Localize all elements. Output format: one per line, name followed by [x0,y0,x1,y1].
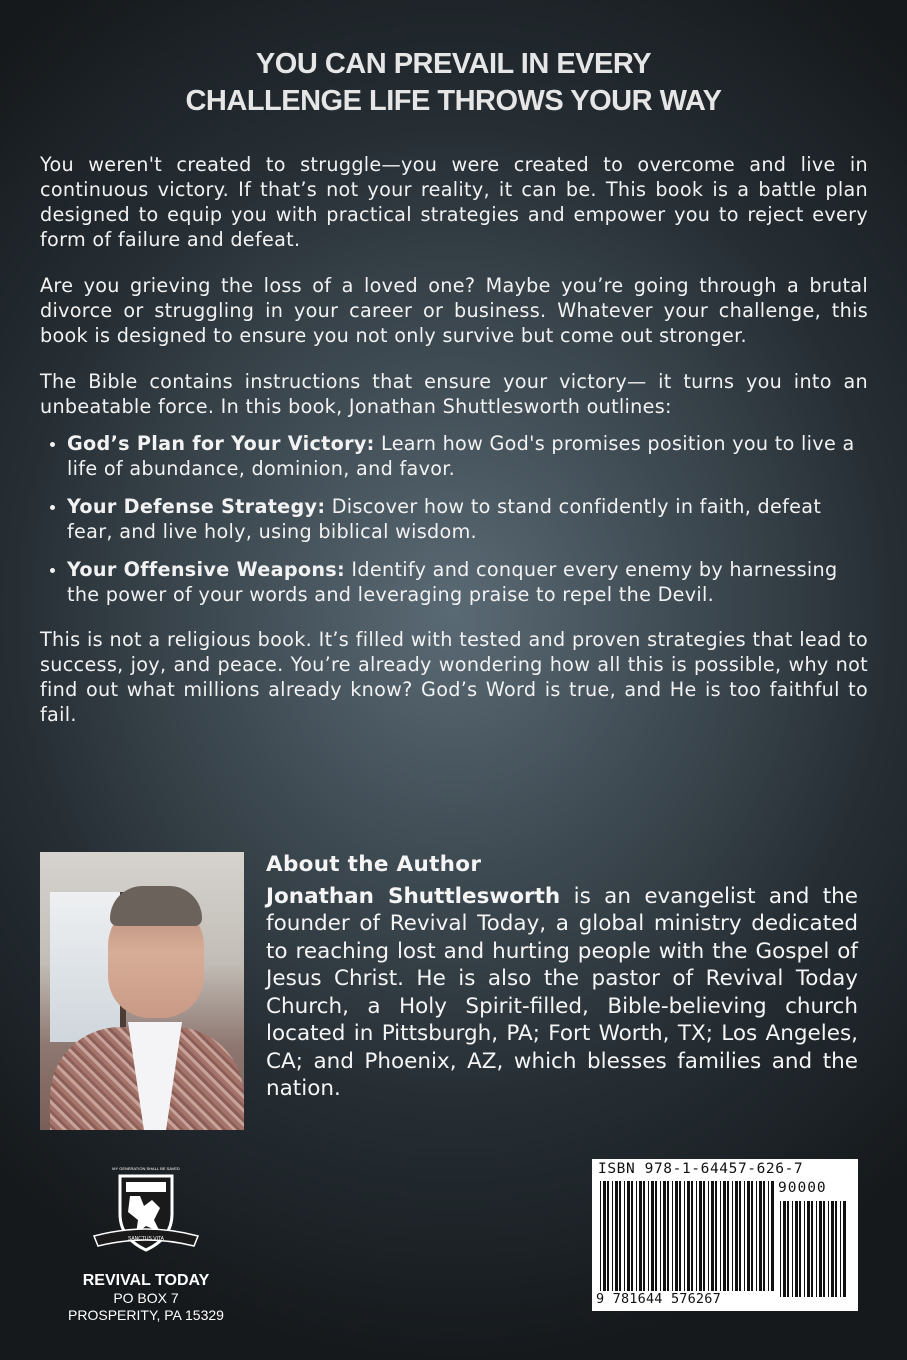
description-paragraph-1: You weren't created to struggle—you were created to overcome and live in continuous victory. If that’s not your reality, it can be. This book is a battle plan designed to equip you with practical strategies and empower you to reject every form of failure and defeat. [40,153,868,251]
barcode-addon-digits: 90000 [778,1180,827,1196]
barcode-bar [711,1181,714,1291]
barcode-bar [787,1201,789,1297]
description-paragraph-3: The Bible contains instructions that ensure your victory— it turns you into an unbeatable force. In this book, Jonathan Shuttlesworth outlines: [40,370,868,418]
barcode-bar [600,1181,601,1291]
outline-item-defense [40,494,868,544]
barcode-bar [699,1181,702,1291]
about-the-author [266,851,858,1103]
barcode-bar [780,1201,781,1297]
author-bio [266,883,858,1103]
headline-line-2: CHALLENGE LIFE THROWS YOUR WAY [185,85,722,117]
barcode-bar [612,1181,613,1291]
outline-item-offense [40,557,868,607]
barcode-bar [720,1181,721,1291]
barcode-bar [667,1181,669,1291]
headline [0,46,907,120]
barcode-bar [675,1181,678,1291]
barcode-bar [639,1181,642,1291]
author-name: Jonathan Shuttlesworth [266,883,561,909]
crest-top-text: MY GENERATION SHALL BE SAVED [112,1166,180,1171]
book-description [40,152,868,748]
barcode-bar [660,1181,661,1291]
barcode-bar [636,1181,637,1291]
barcode-bar [672,1181,673,1291]
barcode-bar [715,1181,717,1291]
publisher-name: REVIVAL TODAY [82,1272,210,1289]
barcode-bar [663,1181,666,1291]
barcode-bar [624,1181,625,1291]
outline-item-text: Learn how God's promises position you to live a life of abundance, dominion, and favor. [67,432,855,480]
publisher-block [46,1162,246,1324]
barcode-bar [795,1201,798,1297]
about-heading: About the Author [266,852,482,877]
barcode-addon-bars-icon [780,1201,850,1297]
barcode-bar [835,1201,837,1297]
barcode-bar [804,1201,805,1297]
barcode-bar [603,1181,606,1291]
barcode-bar [739,1181,741,1291]
barcode-bars-icon [600,1181,774,1291]
outline-item-title: God’s Plan for Your Victory: [67,432,375,455]
barcode-bar [831,1201,834,1297]
barcode-bar [643,1181,645,1291]
barcode-bar [823,1201,825,1297]
barcode-bar [768,1181,769,1291]
barcode-bar [679,1181,681,1291]
barcode-bar [655,1181,657,1291]
barcode-bar [651,1181,654,1291]
outline-item-victory [40,431,868,481]
barcode-bar [840,1201,841,1297]
barcode-bar [799,1201,801,1297]
barcode-bar [708,1181,709,1291]
barcode-bar [691,1181,693,1291]
barcode-bar [783,1201,786,1297]
barcode-bar [703,1181,705,1291]
barcode-bar [756,1181,757,1291]
barcode-bar [819,1201,822,1297]
barcode-bar [631,1181,633,1291]
barcode-bar [723,1181,726,1291]
barcode-bar [828,1201,829,1297]
barcode-bar [684,1181,685,1291]
barcode-bar [727,1181,729,1291]
barcode-bar [759,1181,762,1291]
description-paragraph-2: Are you grieving the loss of a loved one? Maybe you’re going through a brutal divorce or struggling in your career or business. Whatever your challenge, this book is designed to ensure you not only survive but come out stronger. [40,274,868,347]
barcode-bar [807,1201,810,1297]
barcode-bar [607,1181,609,1291]
barcode-bar [816,1201,817,1297]
publisher-address-line-2: PROSPERITY, PA 15329 [68,1307,224,1323]
isbn-barcode [592,1159,858,1311]
barcode-bar [747,1181,750,1291]
outline-item-text: Identify and conquer every enemy by harnessing the power of your words and leveraging praise to repel the Devil. [67,558,838,606]
author-photo [40,852,244,1130]
barcode-bar [735,1181,738,1291]
author-bio-text: is an evangelist and the founder of Revival Today, a global ministry dedicated to reaching lost and hurting people with the Gospel of Jesus Christ. He is also the pastor of Revival Today Church, a Holy Spirit-filled, Bible-believing church located in Pittsburgh, PA; Fort Worth, TX; Los Angeles, CA; and Phoenix, AZ, which blesses families and the nation. [266,883,858,1101]
barcode-bar [648,1181,649,1291]
headline-line-1: YOU CAN PREVAIL IN EVERY [255,48,652,80]
barcode-bar [619,1181,621,1291]
outline-item-text: Discover how to stand confidently in faith, defeat fear, and live holy, using biblical wisdom. [67,495,822,543]
crest-banner-text: SANCTUS VITA [127,1236,165,1242]
barcode-digits: 9 781644 576267 [596,1291,721,1307]
barcode-bar [615,1181,618,1291]
barcode-bar [732,1181,733,1291]
isbn-number: ISBN 978-1-64457-626-7 [598,1161,804,1177]
barcode-bar [751,1181,753,1291]
revival-today-crest-icon [86,1162,206,1258]
barcode-bar [627,1181,630,1291]
barcode-bar [811,1201,813,1297]
outline-list [40,431,868,607]
barcode-bar [744,1181,745,1291]
barcode-bar [843,1201,846,1297]
barcode-bar [792,1201,793,1297]
barcode-bar [763,1181,765,1291]
barcode-bar [687,1181,690,1291]
photo-hair [110,886,202,926]
description-paragraph-4: This is not a religious book. It’s filled with tested and proven strategies that lead to success, joy, and peace. You’re already wondering how all this is possible, why not find out what millions already know? God’s Word is true, and He is too faithful to fail. [40,628,868,726]
outline-item-title: Your Defense Strategy: [67,495,326,518]
outline-item-title: Your Offensive Weapons: [67,558,346,581]
barcode-bar [696,1181,697,1291]
barcode-bar [771,1181,774,1291]
publisher-address-line-1: PO BOX 7 [113,1290,179,1306]
